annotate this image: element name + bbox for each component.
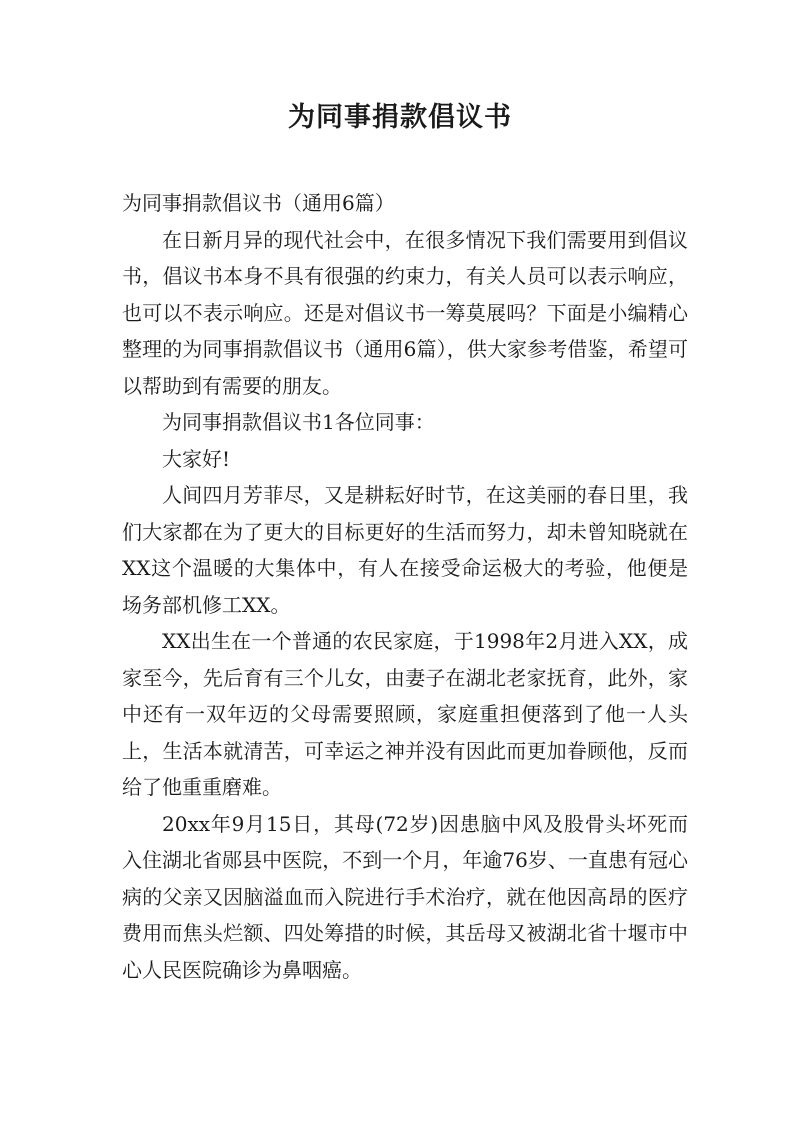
- body-paragraph: 20xx年9月15日，其母(72岁)因患脑中风及股骨头坏死而入住湖北省郧县中医院，不到一个月，年逾76岁、一直患有冠心病的父亲又因脑溢血而入院进行手术治疗，就在他因高昂的医疗费用而焦头烂额、四处筹措的时候，其岳母又被湖北省十堰市中心人民医院确诊为鼻咽癌。: [122, 811, 688, 982]
- body-paragraph: XX出生在一个普通的农民家庭，于1998年2月进入XX，成家至今，先后育有三个儿女，由妻子在湖北老家抚育，此外，家中还有一双年迈的父母需要照顾，家庭重担便落到了他一人头上，生活本就清苦，可幸运之神并没有因此而更加眷顾他，反而给了他重重磨难。: [122, 629, 688, 799]
- greeting-paragraph: 大家好!: [162, 446, 231, 471]
- intro-paragraph: 在日新月异的现代社会中，在很多情况下我们需要用到倡议书，倡议书本身不具有很强的约束力，有关人员可以表示响应，也可以不表示响应。还是对倡议书一筹莫展吗？下面是小编精心整理的为同事捐款倡议书（通用6篇），供大家参考借鉴，希望可以帮助到有需要的朋友。: [122, 227, 688, 398]
- document-title: 为同事捐款倡议书: [288, 102, 512, 133]
- document-subtitle: 为同事捐款倡议书（通用6篇）: [122, 191, 395, 215]
- letter-heading-paragraph: 为同事捐款倡议书1各位同事：: [162, 410, 435, 434]
- body-paragraph: 人间四月芳菲尽，又是耕耘好时节，在这美丽的春日里，我们大家都在为了更大的目标更好的生活而努力，却未曾知晓就在XX这个温暖的大集体中，有人在接受命运极大的考验，他便是场务部机修工XX。: [122, 483, 688, 617]
- document-body: [122, 185, 688, 988]
